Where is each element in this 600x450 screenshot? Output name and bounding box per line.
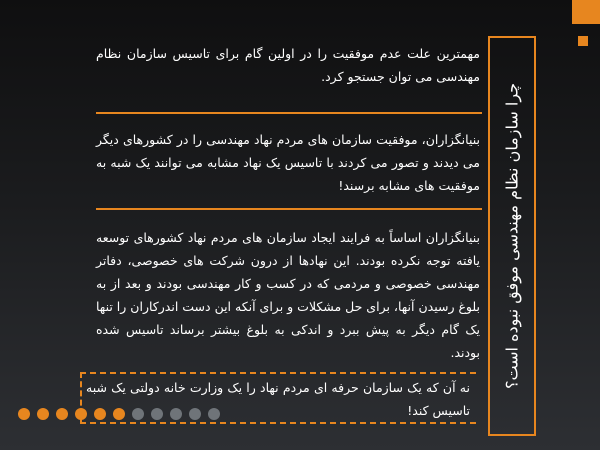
paragraph-2: بنیانگزاران، موفقیت سازمان های مردم نهاد مهندسی را در کشورهای دیگر می دیدند و تصور می کردند با تاسیس یک نهاد مشابه می توانند یک شبه به موفقیت های مشابه برسند! (96, 132, 480, 193)
progress-dot-active (18, 408, 30, 420)
progress-dot-active (113, 408, 125, 420)
progress-dot-inactive (132, 408, 144, 420)
progress-dots (18, 408, 220, 420)
progress-dot-inactive (151, 408, 163, 420)
slide-title: چرا سازمان نظام مهندسی موفق نبوده است؟ (502, 82, 522, 390)
divider-2 (96, 208, 482, 210)
paragraph-1: مهمترین علت عدم موفقیت را در اولین گام برای تاسیس سازمان نظام مهندسی می توان جستجو کرد. (96, 46, 480, 84)
progress-dot-active (94, 408, 106, 420)
divider-1 (96, 112, 482, 114)
accent-square (578, 36, 588, 46)
progress-dot-active (75, 408, 87, 420)
progress-dot-inactive (208, 408, 220, 420)
paragraph-3: بنیانگزاران اساساً به فرایند ایجاد سازمان های مردم نهاد کشورهای توسعه یافته توجه نکرده بودند. این نهادها از درون شرکت های خصوصی، دفاتر مهندسی خصوصی و مردمی که در کسب و کار مهندسی بودند و بعد از به بلوغ رسیدن آنها، برای حل مشکلات و برای آنکه این دست اندرکاران را تنها یک گام دیگر به پیش ببرد و اندکی به بلوغ بیشتر برساند تاسیس شده بودند. (96, 230, 480, 360)
progress-dot-active (56, 408, 68, 420)
progress-dot-active (37, 408, 49, 420)
progress-dot-inactive (189, 408, 201, 420)
callout-text: نه آن که یک سازمان حرفه ای مردم نهاد را یک وزارت خانه دولتی یک شبه تاسیس کند! (86, 380, 470, 418)
progress-dot-inactive (170, 408, 182, 420)
accent-block (572, 0, 600, 24)
